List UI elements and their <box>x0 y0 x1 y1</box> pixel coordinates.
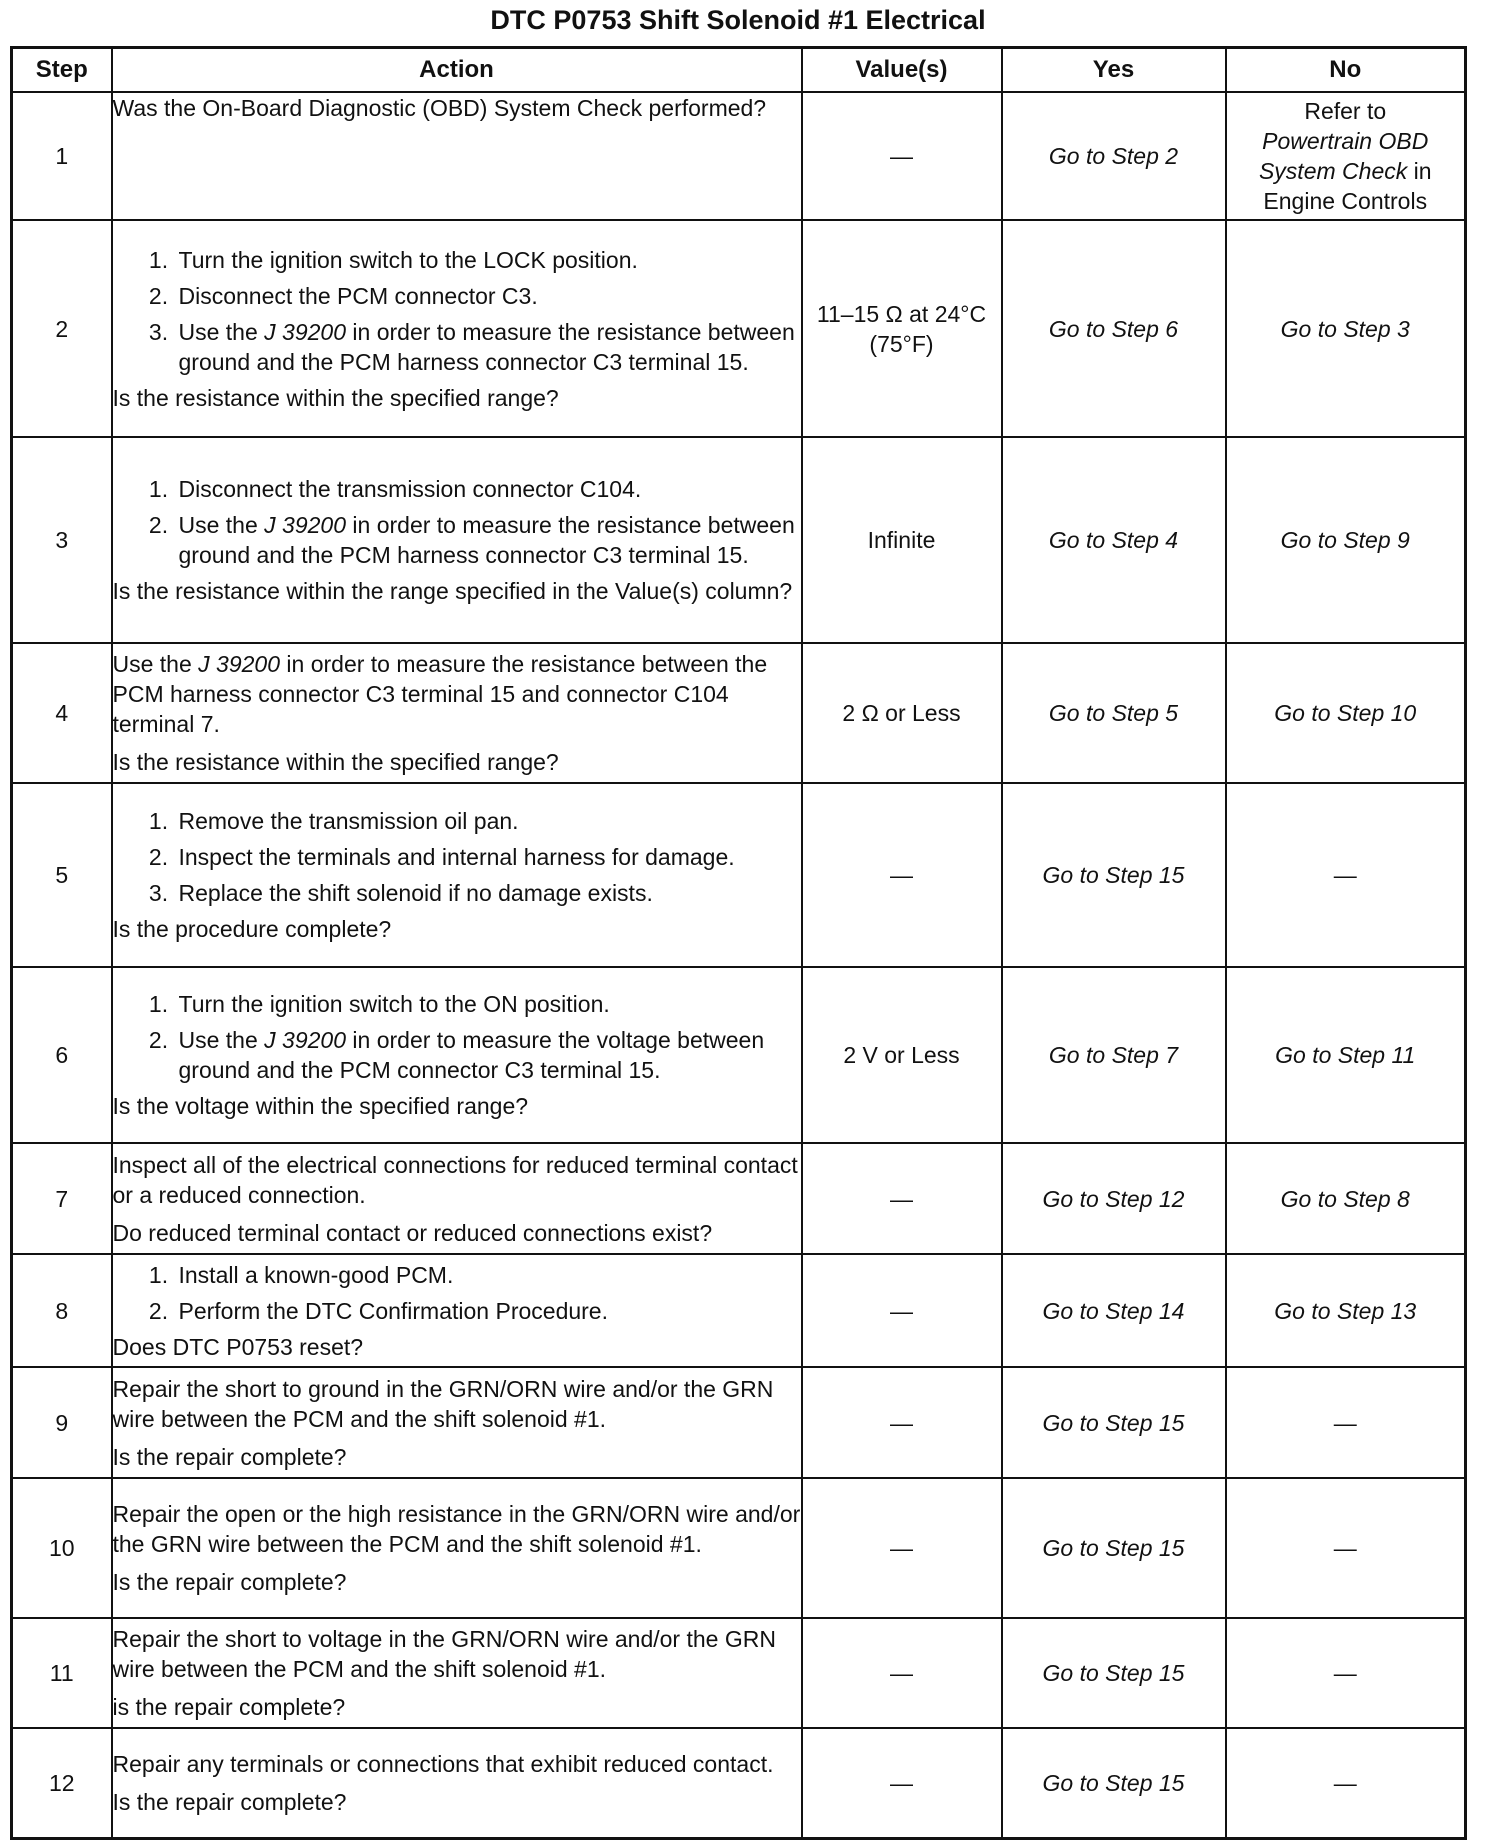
table-row <box>12 1618 1466 1728</box>
substep-item: 1. Disconnect the transmission connector C104. <box>175 474 801 504</box>
action-question: Is the repair complete? <box>112 1788 347 1815</box>
no-refer-suffix: in Engine Controls <box>1263 158 1432 214</box>
table-row <box>12 967 1466 1143</box>
yes-cell <box>1002 643 1226 783</box>
substep-item: 1. Turn the ignition switch to the ON position. <box>175 989 801 1019</box>
action-text: Repair the short to ground in the GRN/ORN wire and/or the GRN wire between the PCM and the shift solenoid #1. <box>112 1375 774 1432</box>
yes-goto: Go to Step 15 <box>1042 862 1185 888</box>
value-cell: — <box>802 783 1002 967</box>
yes-goto: Go to Step 6 <box>1048 315 1179 342</box>
tool-name: J 39200 <box>264 318 347 345</box>
action-question: Is the repair complete? <box>112 1443 347 1470</box>
yes-goto: Go to Step 15 <box>1042 1769 1185 1796</box>
no-cell <box>1226 967 1466 1143</box>
action-cell <box>112 1143 802 1254</box>
substep-list <box>113 245 801 377</box>
table-row <box>12 643 1466 783</box>
yes-goto: Go to Step 7 <box>1048 1042 1179 1068</box>
no-cell <box>1226 92 1466 220</box>
value-cell: — <box>802 1478 1002 1618</box>
step-number: 11 <box>12 1618 112 1728</box>
no-cell: — <box>1226 1618 1466 1728</box>
yes-cell <box>1002 967 1226 1143</box>
action-cell <box>112 1254 802 1367</box>
no-cell <box>1226 643 1466 783</box>
table-row <box>12 1367 1466 1478</box>
tool-name: J 39200 <box>198 651 281 677</box>
substep-item: 2. Inspect the terminals and internal harness for damage. <box>175 842 801 872</box>
value-cell: — <box>802 1367 1002 1478</box>
substep-item: 1. Turn the ignition switch to the LOCK position. <box>175 245 801 275</box>
no-goto: Go to Step 11 <box>1275 1042 1416 1068</box>
substep-list <box>113 989 801 1085</box>
substep-text: Use the <box>178 1027 258 1053</box>
yes-cell <box>1002 1367 1226 1478</box>
substep-item: 3. Replace the shift solenoid if no damage exists. <box>175 878 801 908</box>
substep-item <box>175 510 801 570</box>
action-cell <box>112 92 802 220</box>
step-number: 9 <box>12 1367 112 1478</box>
step-number: 5 <box>12 783 112 967</box>
header-action: Action <box>112 48 802 93</box>
value-cell: Infinite <box>802 437 1002 643</box>
tool-name: J 39200 <box>264 512 347 538</box>
no-refer-procedure: Powertrain OBD System Check <box>1258 128 1429 184</box>
no-cell <box>1226 220 1466 437</box>
action-text: Repair the short to voltage in the GRN/ORN wire and/or the GRN wire between the PCM and the shift solenoid #1. <box>112 1626 776 1682</box>
action-cell <box>112 437 802 643</box>
substep-item: 1. Install a known-good PCM. <box>175 1260 801 1290</box>
yes-cell <box>1002 783 1226 967</box>
action-cell <box>112 1618 802 1728</box>
tool-name: J 39200 <box>264 1027 347 1053</box>
substep-item: 1. Remove the transmission oil pan. <box>175 806 801 836</box>
no-goto: Go to Step 10 <box>1274 700 1417 726</box>
yes-cell <box>1002 92 1226 220</box>
action-cell <box>112 220 802 437</box>
yes-goto: Go to Step 15 <box>1042 1660 1185 1686</box>
action-question: Do reduced terminal contact or reduced connections exist? <box>112 1219 713 1246</box>
no-cell: — <box>1226 783 1466 967</box>
no-refer-prefix: Refer to <box>1304 98 1387 124</box>
no-cell <box>1226 1254 1466 1367</box>
step-number: 10 <box>12 1478 112 1618</box>
yes-cell <box>1002 1728 1226 1838</box>
substep-text: in order to measure the resistance between ground and the PCM harness connector C3 terminal 15. <box>178 512 795 568</box>
action-text-part: in order to measure the resistance between the PCM harness connector C3 terminal 15 and connector C104 terminal 7. <box>112 651 768 737</box>
action-text: Was the On-Board Diagnostic (OBD) System Check performed? <box>112 95 767 121</box>
header-no: No <box>1226 48 1466 93</box>
value-cell: 11–15 Ω at 24°C (75°F) <box>802 220 1002 437</box>
step-number: 12 <box>12 1728 112 1838</box>
value-cell: 2 V or Less <box>802 967 1002 1143</box>
no-goto: Go to Step 13 <box>1274 1297 1417 1324</box>
page <box>10 0 1466 1840</box>
action-cell <box>112 1478 802 1618</box>
table-row <box>12 220 1466 437</box>
yes-goto: Go to Step 4 <box>1048 527 1179 553</box>
step-number: 2 <box>12 220 112 437</box>
table-row <box>12 1478 1466 1618</box>
no-cell <box>1226 437 1466 643</box>
substep-item: 2. Disconnect the PCM connector C3. <box>175 281 801 311</box>
substep-list <box>113 1260 801 1326</box>
action-question: is the repair complete? <box>112 1694 346 1720</box>
action-text: Inspect all of the electrical connections for reduced terminal contact or a reduced connection. <box>112 1151 798 1208</box>
substep-text: Use the <box>178 318 258 345</box>
substep-text: in order to measure the resistance between ground and the PCM harness connector C3 terminal 15. <box>178 318 795 375</box>
yes-goto: Go to Step 12 <box>1042 1185 1185 1212</box>
action-cell <box>112 1367 802 1478</box>
no-goto: Go to Step 3 <box>1280 315 1410 342</box>
action-text <box>113 649 801 739</box>
step-number: 7 <box>12 1143 112 1254</box>
table-row <box>12 1143 1466 1254</box>
no-cell: — <box>1226 1367 1466 1478</box>
no-cell: — <box>1226 1478 1466 1618</box>
table-row <box>12 437 1466 643</box>
value-cell: — <box>802 1728 1002 1838</box>
substep-item: 2. Perform the DTC Confirmation Procedure. <box>175 1296 801 1326</box>
table-header-row <box>12 48 1466 93</box>
yes-goto: Go to Step 15 <box>1042 1409 1185 1436</box>
action-cell <box>112 1728 802 1838</box>
action-question: Does DTC P0753 reset? <box>112 1333 364 1360</box>
action-text: Repair any terminals or connections that exhibit reduced contact. <box>112 1750 774 1777</box>
no-cell: — <box>1226 1728 1466 1838</box>
action-cell <box>112 643 802 783</box>
action-cell <box>112 967 802 1143</box>
yes-cell <box>1002 1618 1226 1728</box>
action-question: Is the resistance within the specified range? <box>112 384 559 411</box>
yes-goto: Go to Step 14 <box>1042 1297 1185 1324</box>
no-cell <box>1226 1143 1466 1254</box>
action-question: Is the resistance within the specified range? <box>112 749 559 775</box>
substep-list <box>113 474 801 570</box>
yes-goto: Go to Step 2 <box>1048 143 1179 169</box>
action-question: Is the voltage within the specified range? <box>112 1093 529 1119</box>
action-cell <box>112 783 802 967</box>
yes-goto: Go to Step 5 <box>1048 700 1179 726</box>
step-number: 4 <box>12 643 112 783</box>
header-step: Step <box>12 48 112 93</box>
substep-text: Use the <box>178 512 258 538</box>
table-row <box>12 1254 1466 1367</box>
table-row <box>12 92 1466 220</box>
yes-goto: Go to Step 15 <box>1042 1535 1185 1561</box>
substep-item <box>175 317 801 377</box>
value-cell: — <box>802 1143 1002 1254</box>
action-text: Repair the open or the high resistance in the GRN/ORN wire and/or the GRN wire between the PCM and the shift solenoid #1. <box>112 1501 801 1557</box>
yes-cell <box>1002 437 1226 643</box>
yes-cell <box>1002 1478 1226 1618</box>
yes-cell <box>1002 220 1226 437</box>
action-text-part: Use the <box>112 651 192 677</box>
value-cell: — <box>802 1254 1002 1367</box>
header-yes: Yes <box>1002 48 1226 93</box>
table-row <box>12 783 1466 967</box>
no-goto: Go to Step 9 <box>1280 527 1410 553</box>
header-values: Value(s) <box>802 48 1002 93</box>
value-cell: — <box>802 1618 1002 1728</box>
value-cell: 2 Ω or Less <box>802 643 1002 783</box>
action-question: Is the procedure complete? <box>112 916 392 942</box>
yes-cell <box>1002 1143 1226 1254</box>
substep-list <box>113 806 801 908</box>
document-title: DTC P0753 Shift Solenoid #1 Electrical <box>490 5 986 35</box>
substep-text: in order to measure the voltage between ground and the PCM connector C3 terminal 15. <box>178 1027 765 1083</box>
yes-cell <box>1002 1254 1226 1367</box>
step-number: 1 <box>12 92 112 220</box>
table-row <box>12 1728 1466 1838</box>
step-number: 6 <box>12 967 112 1143</box>
substep-item <box>175 1025 801 1085</box>
diagnostic-table <box>10 46 1467 1840</box>
step-number: 3 <box>12 437 112 643</box>
step-number: 8 <box>12 1254 112 1367</box>
value-cell: — <box>802 92 1002 220</box>
action-question: Is the repair complete? <box>112 1569 347 1595</box>
action-question: Is the resistance within the range specified in the Value(s) column? <box>112 578 793 604</box>
no-goto: Go to Step 8 <box>1280 1185 1410 1212</box>
